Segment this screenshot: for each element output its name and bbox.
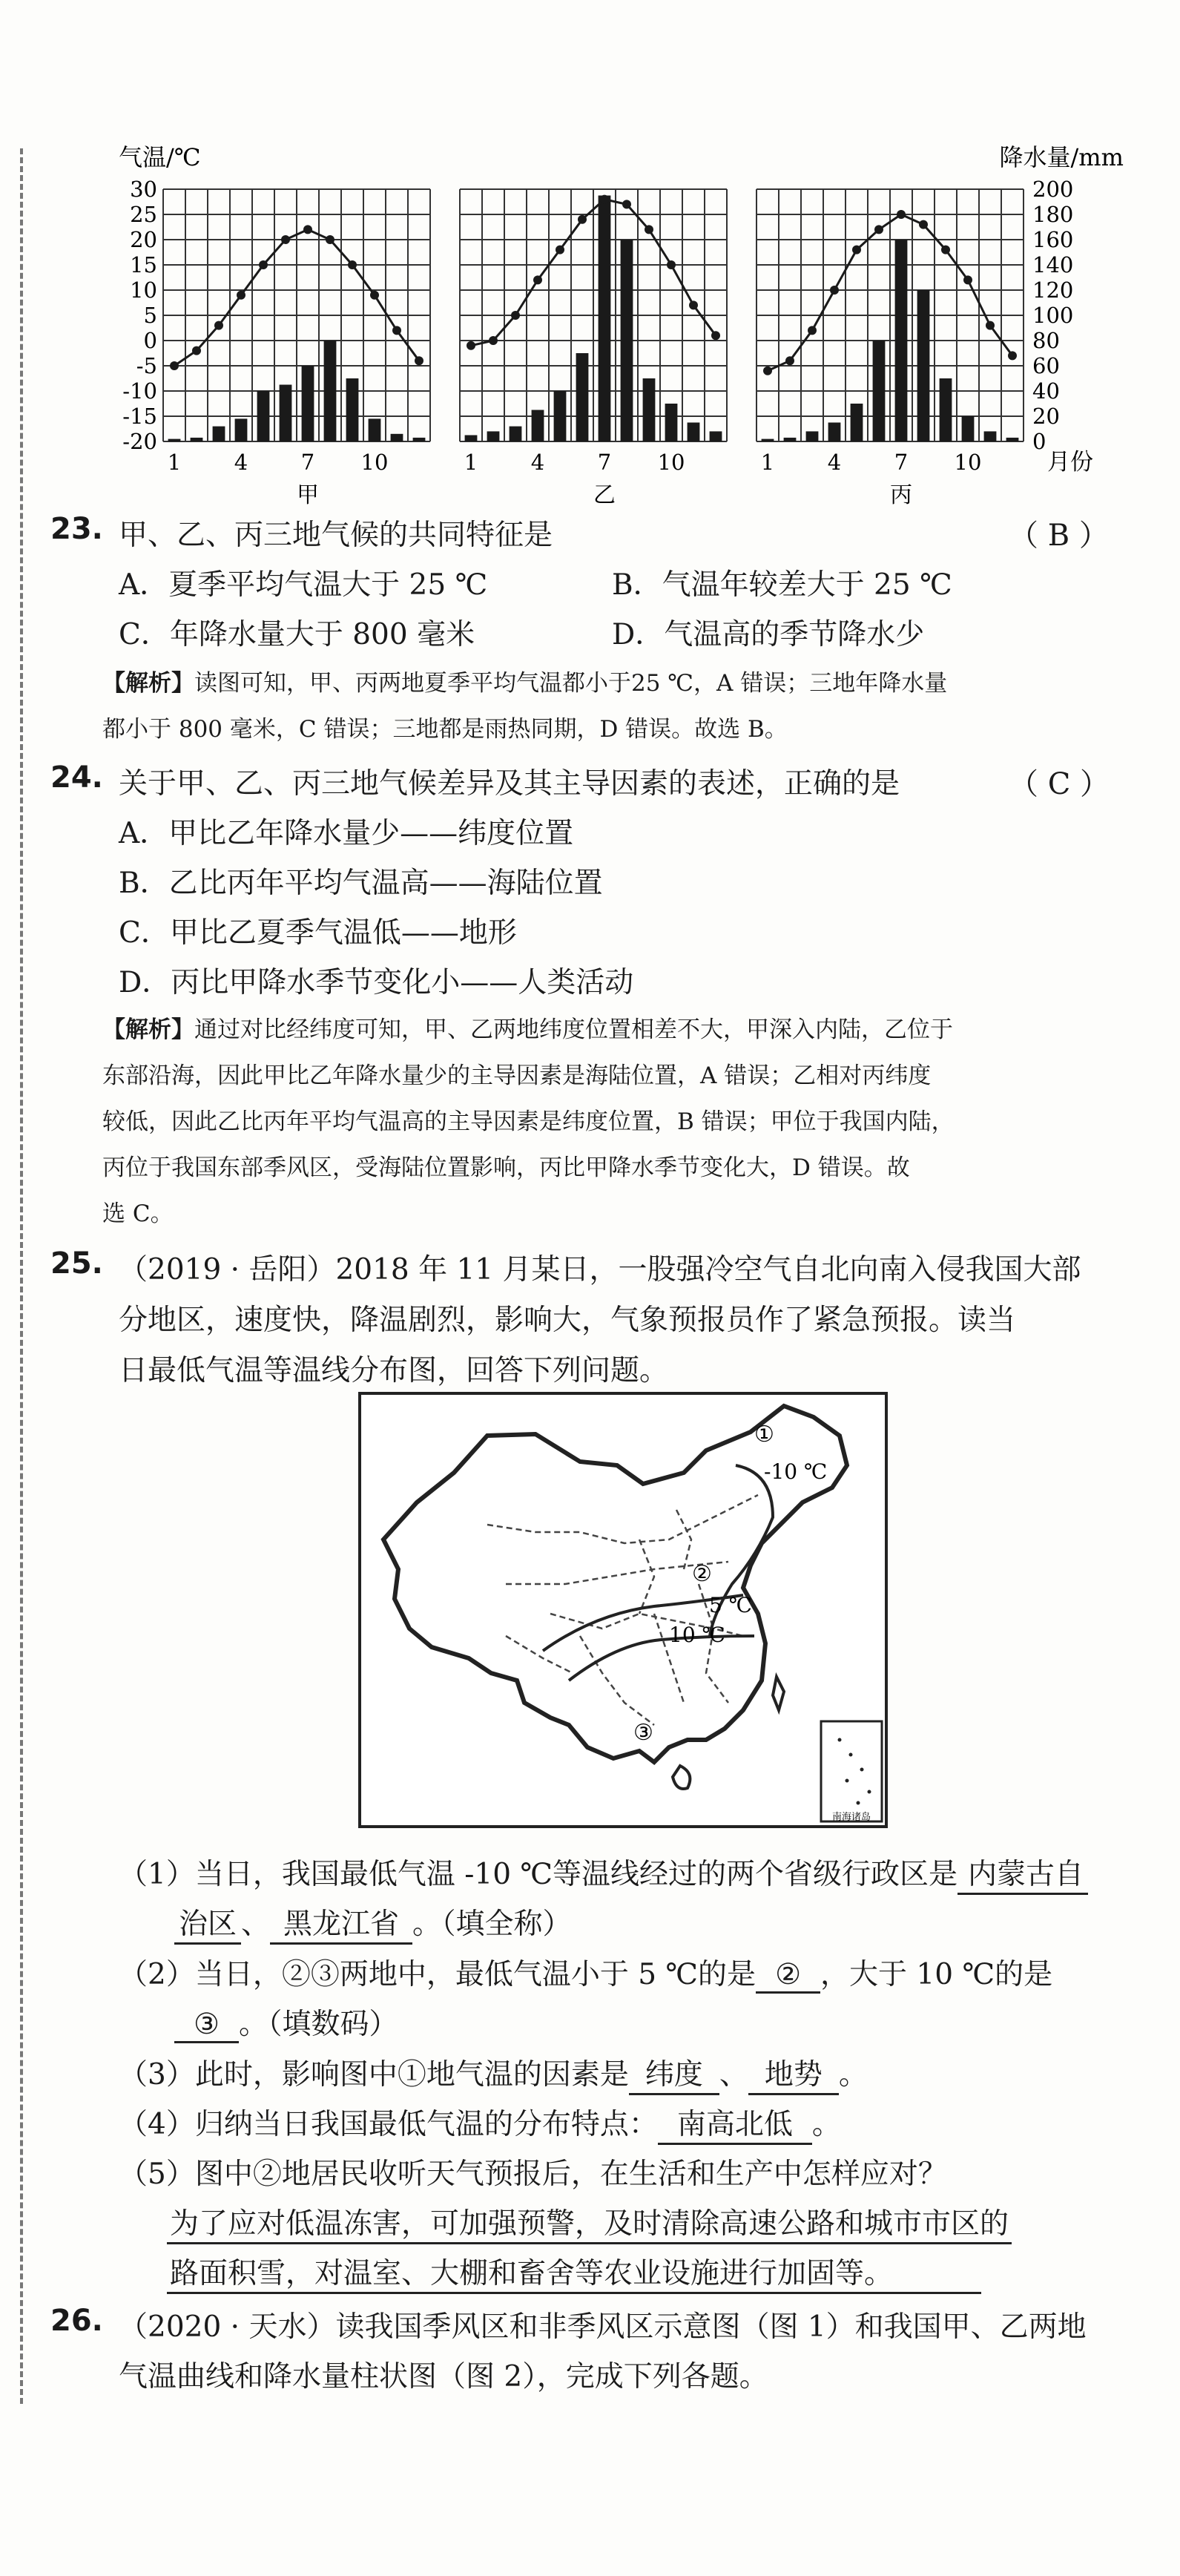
map-label-2: ② bbox=[692, 1561, 712, 1587]
inset-label: 南海诸岛 bbox=[831, 1812, 871, 1823]
temperature-point bbox=[986, 321, 995, 330]
precip-bar bbox=[576, 353, 589, 441]
precip-bar bbox=[784, 438, 797, 441]
q25-stem-line-3: 日最低气温等温线分布图，回答下列问题。 bbox=[119, 1354, 669, 1387]
q25-p2-text: （2）当日，②③两地中，最低气温小于 5 ℃的是 bbox=[119, 1958, 757, 1991]
precip-bar bbox=[643, 378, 656, 441]
temperature-point bbox=[348, 260, 357, 269]
q25-p3-sep: 、 bbox=[719, 2058, 748, 2092]
precip-bar bbox=[851, 404, 863, 441]
analysis-tag: 【解析】 bbox=[102, 1016, 194, 1043]
temp-tick-label: -5 bbox=[136, 353, 157, 378]
q24-analysis-line-2: 东部沿海，因此甲比乙年降水量少的主导因素是海陆位置，A 错误；乙相对丙纬度 bbox=[102, 1062, 932, 1089]
month-tick-label: 10 bbox=[360, 450, 389, 475]
q25-part-5-question: （5）图中②地居民收听天气预报后，在生活和生产中怎样应对？ bbox=[119, 2158, 947, 2191]
q25-p1-answer-1b: 治区 bbox=[174, 1901, 241, 1945]
temperature-point bbox=[600, 195, 609, 204]
temperature-point bbox=[370, 291, 379, 300]
precip-bar bbox=[621, 240, 633, 441]
month-tick-label: 7 bbox=[894, 450, 909, 475]
temperature-point bbox=[170, 361, 179, 370]
temp-tick-label: -15 bbox=[122, 404, 157, 429]
climate-panel-1 bbox=[163, 189, 430, 508]
precip-bar bbox=[873, 341, 886, 441]
temperature-point bbox=[852, 246, 861, 254]
temperature-point bbox=[763, 367, 772, 375]
q23-answer: （ B ） bbox=[1009, 519, 1109, 553]
q25-p1-tail: 。（填全称） bbox=[412, 1908, 572, 1941]
q25-p3-answer-1: 纬度 bbox=[629, 2051, 719, 2095]
temp-tick-label: 20 bbox=[130, 227, 157, 252]
q26-number: 26. bbox=[50, 2304, 103, 2338]
q24-option-b: B．乙比丙年平均气温高——海陆位置 bbox=[119, 867, 603, 900]
q25-p5-answer-2: 路面积雪，对温室、大棚和畜舍等农业设施进行加固等。 bbox=[167, 2250, 981, 2294]
month-tick-label: 10 bbox=[954, 450, 982, 475]
q25-p5-answer-1: 为了应对低温冻害，可加强预警，及时清除高速公路和城市市区的 bbox=[167, 2201, 1012, 2244]
map-label-1: ① bbox=[754, 1422, 774, 1448]
q25-part-5-answer-line-2 bbox=[167, 2250, 981, 2294]
panel-label: 甲 bbox=[297, 482, 319, 508]
climate-panel-2 bbox=[460, 189, 727, 508]
q25-p3-text: （3）此时，影响图中①地气温的因素是 bbox=[119, 2058, 629, 2092]
panel-label: 丙 bbox=[890, 482, 912, 508]
q25-part-4 bbox=[119, 2101, 841, 2145]
q24-analysis-line-3: 较低，因此乙比丙年平均气温高的主导因素是纬度位置，B 错误；甲位于我国内陆， bbox=[102, 1108, 955, 1135]
temp-tick-label: 0 bbox=[143, 328, 157, 353]
q23-analysis-line-1 bbox=[102, 664, 947, 697]
precip-bar bbox=[346, 378, 359, 441]
q25-p1-answer-1a: 内蒙古自 bbox=[957, 1851, 1088, 1895]
temp-tick-label: -20 bbox=[122, 429, 157, 454]
precip-bar bbox=[191, 438, 203, 441]
precip-bar bbox=[917, 290, 930, 441]
q23-number: 23. bbox=[50, 512, 103, 546]
temperature-point bbox=[326, 235, 334, 244]
precip-tick-label: 60 bbox=[1032, 353, 1060, 378]
temp-tick-label: 10 bbox=[130, 277, 157, 303]
precip-tick-label: 0 bbox=[1032, 429, 1046, 454]
q24-answer: （ C ） bbox=[1009, 767, 1110, 801]
precip-bar bbox=[280, 385, 292, 442]
temperature-point bbox=[214, 321, 223, 330]
temperature-point bbox=[689, 300, 698, 309]
south-china-sea-inset bbox=[821, 1721, 882, 1821]
precip-bar bbox=[487, 431, 500, 441]
precip-tick-label: 20 bbox=[1032, 404, 1060, 429]
temperature-point bbox=[919, 220, 928, 229]
q24-option-c: C．甲比乙夏季气温低——地形 bbox=[119, 916, 517, 950]
precip-bar bbox=[962, 416, 975, 441]
temperature-point bbox=[578, 215, 587, 224]
analysis-text: 通过对比经纬度可知，甲、乙两地纬度位置相差不大，甲深入内陆，乙位于 bbox=[194, 1016, 953, 1043]
precip-bar bbox=[762, 439, 774, 441]
temperature-point bbox=[259, 260, 268, 269]
precip-bar bbox=[213, 427, 225, 441]
q26-stem-line-2: 气温曲线和降水量柱状图（图 2），完成下列各题。 bbox=[119, 2360, 768, 2393]
q25-stem-line-2: 分地区，速度快，降温剧烈，影响大，气象预报员作了紧急预报。读当 bbox=[119, 1304, 1016, 1337]
climate-charts bbox=[89, 137, 1142, 523]
temperature-point bbox=[808, 326, 817, 335]
temperature-point bbox=[711, 331, 720, 340]
q25-p2-text-2: ，大于 10 ℃的是 bbox=[820, 1958, 1053, 1991]
precip-bar bbox=[235, 418, 248, 441]
q24-number: 24. bbox=[50, 760, 103, 795]
month-tick-label: 1 bbox=[760, 450, 775, 475]
q23-option-a: A．夏季平均气温大于 25 ℃ bbox=[119, 568, 488, 602]
q25-p2-answer-1: ② bbox=[756, 1958, 820, 1994]
precip-tick-label: 200 bbox=[1032, 177, 1074, 202]
precip-bar bbox=[710, 431, 722, 441]
isotherm-label-minus-10: -10 ℃ bbox=[764, 1459, 828, 1484]
q23-option-c: C．年降水量大于 800 毫米 bbox=[119, 618, 475, 651]
temperature-point bbox=[830, 286, 839, 295]
map-label-3: ③ bbox=[633, 1720, 653, 1746]
q25-p4-tail: 。 bbox=[811, 2108, 841, 2141]
q25-p4-answer: 南高北低 bbox=[658, 2101, 812, 2145]
isotherm-label-5: 5 ℃ bbox=[709, 1593, 753, 1617]
china-isotherm-map bbox=[357, 1391, 889, 1829]
temperature-point bbox=[874, 225, 883, 234]
precip-bar bbox=[168, 439, 181, 441]
map-frame bbox=[360, 1393, 886, 1827]
precip-axis-title: 降水量/mm bbox=[999, 143, 1124, 171]
precip-tick-label: 120 bbox=[1032, 277, 1074, 303]
q25-part-1-cont bbox=[174, 1901, 572, 1945]
q25-part-1 bbox=[119, 1851, 1088, 1895]
temperature-point bbox=[237, 291, 245, 300]
temp-tick-label: 30 bbox=[130, 177, 157, 202]
precip-tick-label: 100 bbox=[1032, 303, 1074, 328]
precip-bar bbox=[369, 418, 381, 441]
q24-option-a: A．甲比乙年降水量少——纬度位置 bbox=[119, 817, 574, 850]
month-tick-label: 7 bbox=[597, 450, 612, 475]
month-tick-label: 1 bbox=[167, 450, 182, 475]
precip-bar bbox=[465, 436, 478, 442]
month-tick-label: 4 bbox=[827, 450, 842, 475]
month-tick-label: 7 bbox=[300, 450, 315, 475]
month-tick-label: 4 bbox=[530, 450, 545, 475]
q25-stem-line-1: （2019 · 岳阳）2018 年 11 月某日，一股强冷空气自北向南入侵我国大部 bbox=[119, 1253, 1081, 1287]
temperature-point bbox=[622, 200, 631, 208]
temperature-point bbox=[645, 225, 653, 234]
analysis-tag: 【解析】 bbox=[102, 670, 194, 697]
q25-number: 25. bbox=[50, 1246, 103, 1281]
q25-p3-tail: 。 bbox=[838, 2058, 868, 2092]
precip-tick-label: 140 bbox=[1032, 252, 1074, 277]
precip-bar bbox=[257, 391, 270, 441]
q25-p1-answer-2: 黑龙江省 bbox=[270, 1901, 412, 1945]
temp-tick-label: 15 bbox=[130, 252, 157, 277]
precip-bar bbox=[532, 410, 544, 442]
temperature-point bbox=[897, 210, 906, 219]
temperature-point bbox=[556, 246, 564, 254]
q25-p1-text: （1）当日，我国最低气温 -10 ℃等温线经过的两个省级行政区是 bbox=[119, 1858, 958, 1891]
q25-p1-sep: 、 bbox=[241, 1908, 271, 1941]
q25-p4-text: （4）归纳当日我国最低气温的分布特点： bbox=[119, 2108, 658, 2141]
temperature-point bbox=[415, 356, 423, 365]
temperature-point bbox=[467, 341, 475, 350]
climate-panel-3 bbox=[757, 189, 1024, 508]
q25-p2-answer-2: ③ bbox=[174, 2008, 239, 2043]
month-unit-label: 月份 bbox=[1047, 449, 1093, 476]
q24-stem: 关于甲、乙、丙三地气候差异及其主导因素的表述，正确的是 bbox=[119, 767, 900, 801]
precip-tick-label: 180 bbox=[1032, 202, 1074, 227]
temperature-point bbox=[785, 356, 794, 365]
temp-axis-title: 气温/℃ bbox=[119, 143, 201, 171]
precip-bar bbox=[984, 431, 997, 441]
temperature-point bbox=[192, 346, 201, 355]
precip-bar bbox=[599, 196, 611, 442]
temperature-point bbox=[392, 326, 401, 335]
q25-part-3 bbox=[119, 2051, 868, 2095]
precip-bar bbox=[391, 434, 403, 441]
precip-bar bbox=[413, 438, 426, 441]
precip-bar bbox=[940, 378, 952, 441]
binding-margin-dashed-line bbox=[20, 148, 23, 2404]
temperature-point bbox=[667, 260, 676, 269]
precip-bar bbox=[1006, 438, 1019, 441]
analysis-text: 读图可知，甲、丙两地夏季平均气温都小于25 ℃，A 错误；三地年降水量 bbox=[194, 670, 948, 697]
q24-analysis-line-1 bbox=[102, 1011, 953, 1044]
precip-bar bbox=[806, 431, 819, 441]
temp-tick-label: 25 bbox=[130, 202, 157, 227]
precip-bar bbox=[895, 240, 908, 441]
isotherm-label-10: 10 ℃ bbox=[669, 1623, 725, 1647]
q24-analysis-line-4: 丙位于我国东部季风区，受海陆位置影响，丙比甲降水季节变化大，D 错误。故 bbox=[102, 1154, 910, 1181]
precip-bar bbox=[324, 341, 337, 441]
precip-tick-label: 80 bbox=[1032, 328, 1060, 353]
temperature-point bbox=[533, 275, 542, 284]
q25-p2-tail: 。（填数码） bbox=[238, 2008, 398, 2041]
temperature-point bbox=[1008, 351, 1017, 360]
precip-bar bbox=[510, 427, 522, 441]
precip-tick-label: 40 bbox=[1032, 378, 1060, 404]
q25-part-2-cont bbox=[174, 2001, 398, 2043]
q23-option-b: B．气温年较差大于 25 ℃ bbox=[612, 568, 952, 602]
temp-tick-label: 5 bbox=[143, 303, 157, 328]
q23-stem: 甲、乙、丙三地气候的共同特征是 bbox=[119, 519, 553, 552]
q26-stem-line-1: （2020 · 天水）读我国季风区和非季风区示意图（图 1）和我国甲、乙两地 bbox=[119, 2310, 1087, 2344]
temperature-point bbox=[963, 275, 972, 284]
temperature-point bbox=[511, 311, 520, 320]
temperature-point bbox=[489, 336, 498, 345]
q23-option-d: D．气温高的季节降水少 bbox=[612, 618, 925, 651]
precip-bar bbox=[828, 423, 841, 442]
precip-bar bbox=[665, 404, 678, 441]
month-tick-label: 1 bbox=[464, 450, 478, 475]
precip-tick-label: 160 bbox=[1032, 227, 1074, 252]
panel-label: 乙 bbox=[593, 482, 616, 508]
month-tick-label: 4 bbox=[234, 450, 248, 475]
q25-p3-answer-2: 地势 bbox=[748, 2051, 839, 2095]
q23-analysis-line-2: 都小于 800 毫米，C 错误；三地都是雨热同期，D 错误。故选 B。 bbox=[102, 716, 788, 743]
temperature-point bbox=[303, 225, 312, 234]
precip-bar bbox=[554, 391, 567, 441]
q25-part-2 bbox=[119, 1951, 1052, 1994]
q24-analysis-line-5: 选 C。 bbox=[102, 1200, 174, 1227]
month-tick-label: 10 bbox=[657, 450, 685, 475]
q24-option-d: D．丙比甲降水季节变化小——人类活动 bbox=[119, 966, 634, 999]
temperature-point bbox=[281, 235, 290, 244]
q25-part-5-answer-line-1 bbox=[167, 2201, 1012, 2244]
precip-bar bbox=[688, 423, 700, 442]
precip-bar bbox=[302, 366, 314, 441]
temp-tick-label: -10 bbox=[122, 378, 157, 404]
temperature-point bbox=[941, 246, 950, 254]
